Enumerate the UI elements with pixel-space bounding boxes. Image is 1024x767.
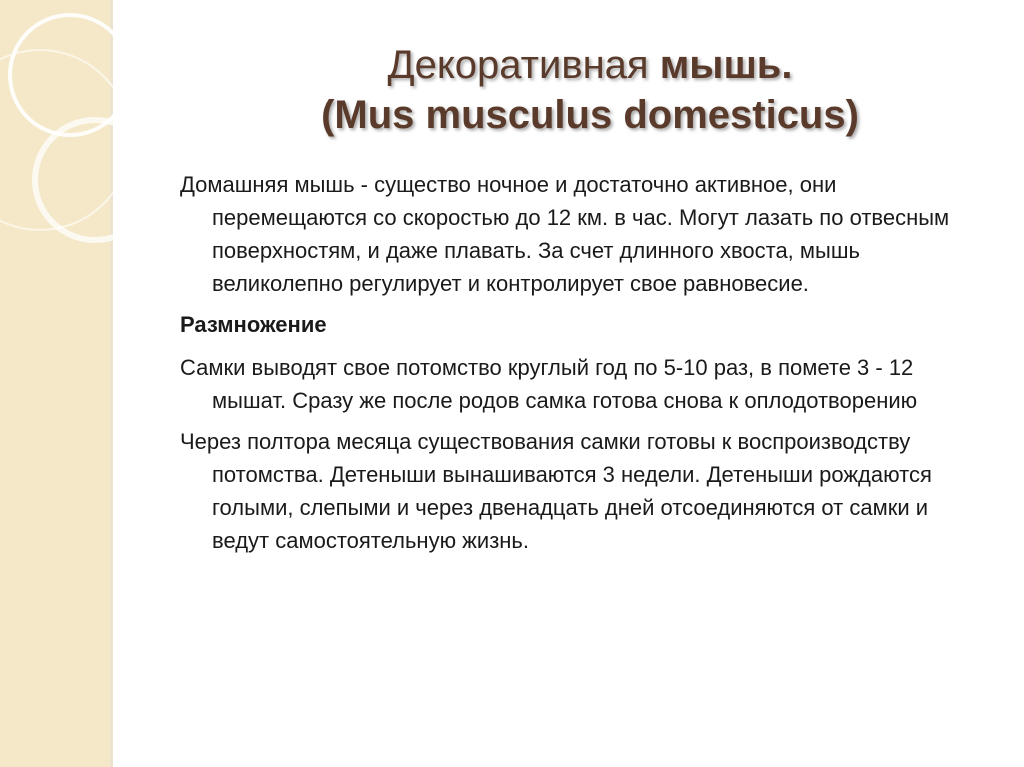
- intro-paragraph: Домашняя мышь - существо ночное и достаточно активное, они перемещаются со скоростью до 12 км. в час. Могут лазать по отвесным поверхностям, и даже плавать. За счет длинного хвоста, мышь великолепно регулирует и контролирует свое равновесие.: [180, 172, 950, 296]
- decorative-circles: [0, 0, 140, 767]
- body-text: [180, 168, 990, 565]
- decorative-band: [0, 0, 113, 767]
- title-line-2: (Mus musculus domesticus): [321, 93, 859, 137]
- title-line-1: [180, 40, 1000, 90]
- section-heading: Размножение: [180, 312, 327, 337]
- title-part-2: мышь.: [659, 43, 793, 87]
- reproduction-paragraph-1: Самки выводят свое потомство круглый год по 5-10 раз, в помете 3 - 12 мышат. Сразу же после родов самка готова снова к оплодотворению: [180, 355, 918, 413]
- page-title: [180, 40, 1000, 140]
- reproduction-paragraph-2: Через полтора месяца существования самки готовы к воспроизводству потомства. Детеныши вынашиваются 3 недели. Детеныши рождаются голыми, слепыми и через двенадцать дней отсоединяются от самки и ведут самостоятельную жизнь.: [180, 429, 932, 553]
- title-part-1: Декоративная: [387, 43, 660, 87]
